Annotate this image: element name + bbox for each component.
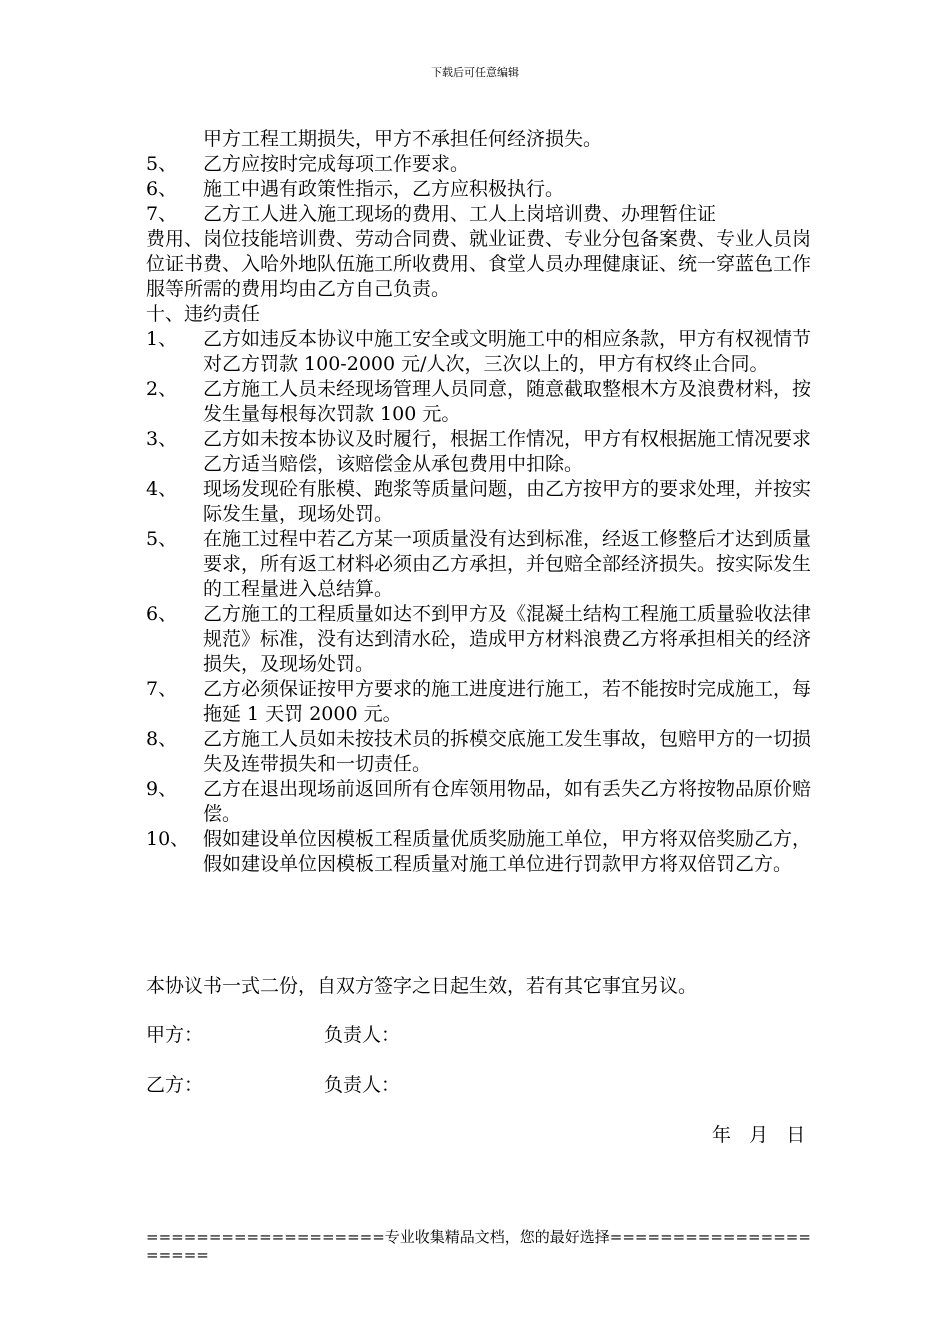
item-text: 乙方施工人员如未按技术员的拆模交底施工发生事故，包赔甲方的一切损失及连带损失和一切责任。 (203, 728, 812, 775)
party-label: 乙方： (146, 1074, 204, 1096)
item-text: 假如建设单位因模板工程质量优质奖励施工单位，甲方将双倍奖励乙方，假如建设单位因模板工程质量对施工单位进行罚款甲方将双倍罚乙方。 (203, 828, 812, 875)
item-number: 6、 (146, 178, 178, 200)
penalty-item (146, 677, 816, 727)
penalty-item (146, 827, 816, 877)
page-footer: ===================专业收集精品文档，您的最好选择===================== (146, 1228, 811, 1264)
obligation-item (146, 202, 816, 227)
item-number: 1、 (146, 328, 178, 350)
item-number: 5、 (146, 528, 178, 550)
party-label: 甲方： (146, 1024, 204, 1046)
item-text: 乙方在退出现场前返回所有仓库领用物品，如有丢失乙方将按物品原价赔偿。 (203, 778, 812, 825)
item-number: 5、 (146, 153, 178, 175)
item-text: 乙方施工的工程质量如达不到甲方及《混凝土结构工程施工质量验收法律规范》标准，没有达到清水砼，造成甲方材料浪费乙方将承担相关的经济损失，及现场处罚。 (203, 603, 812, 675)
item-text: 乙方必须保证按甲方要求的施工进度进行施工，若不能按时完成施工，每拖延 1 天罚 2000 元。 (203, 678, 812, 725)
representative-label: 负责人： (324, 1024, 401, 1046)
item-text: 施工中遇有政策性指示，乙方应积极执行。 (203, 178, 565, 200)
item-text-continuation: 费用、岗位技能培训费、劳动合同费、就业证费、专业分包备案费、专业人员岗位证书费、入哈外地队伍施工所收费用、食堂人员办理健康证、统一穿蓝色工作服等所需的费用均由乙方自己负责。 (146, 228, 812, 300)
penalty-item (146, 477, 816, 527)
penalty-item (146, 527, 816, 602)
penalty-item (146, 427, 816, 477)
item-number: 3、 (146, 428, 178, 450)
item-text: 乙方如未按本协议及时履行，根据工作情况，甲方有权根据施工情况要求乙方适当赔偿，该赔偿金从承包费用中扣除。 (203, 428, 812, 475)
penalty-item (146, 777, 816, 827)
item-number: 8、 (146, 728, 178, 750)
signature-row-party-a (146, 1023, 400, 1048)
obligation-item (146, 177, 816, 202)
item-text: 现场发现砼有胀模、跑浆等质量问题，由乙方按甲方的要求处理，并按实际发生量，现场处罚。 (203, 478, 812, 525)
item-number: 10、 (146, 828, 190, 850)
penalty-item (146, 327, 816, 377)
obligation-item (146, 152, 816, 177)
penalty-list (146, 327, 816, 877)
continuation-line: 甲方工程工期损失，甲方不承担任何经济损失。 (203, 128, 603, 150)
item-text: 乙方如违反本协议中施工安全或文明施工中的相应条款，甲方有权视情节对乙方罚款 100-2000 元/人次，三次以上的，甲方有权终止合同。 (203, 328, 812, 375)
item-number: 2、 (146, 378, 178, 400)
item-number: 4、 (146, 478, 178, 500)
penalty-item (146, 727, 816, 777)
item-text: 在施工过程中若乙方某一项质量没有达到标准，经返工修整后才达到质量要求，所有返工材料必须由乙方承担，并包赔全部经济损失。按实际发生的工程量进入总结算。 (203, 528, 812, 600)
section-title: 十、违约责任 (146, 303, 261, 325)
penalty-item (146, 602, 816, 677)
item-number: 7、 (146, 678, 178, 700)
page-header: 下载后可任意编辑 (431, 66, 519, 79)
item-number: 6、 (146, 603, 178, 625)
item-number: 9、 (146, 778, 178, 800)
item-text: 乙方工人进入施工现场的费用、工人上岗培训费、办理暂住证 (203, 203, 717, 225)
closing-statement: 本协议书一式二份，自双方签字之日起生效，若有其它事宜另议。 (146, 975, 698, 997)
signing-date: 年 月 日 (712, 1124, 806, 1146)
item-text: 乙方施工人员未经现场管理人员同意，随意截取整根木方及浪费材料，按发生量每根每次罚款 100 元。 (203, 378, 812, 425)
item-text: 乙方应按时完成每项工作要求。 (203, 153, 470, 175)
representative-label: 负责人： (324, 1074, 401, 1096)
contract-body (146, 127, 816, 877)
signature-row-party-b (146, 1073, 400, 1098)
penalty-item (146, 377, 816, 427)
item-number: 7、 (146, 203, 178, 225)
